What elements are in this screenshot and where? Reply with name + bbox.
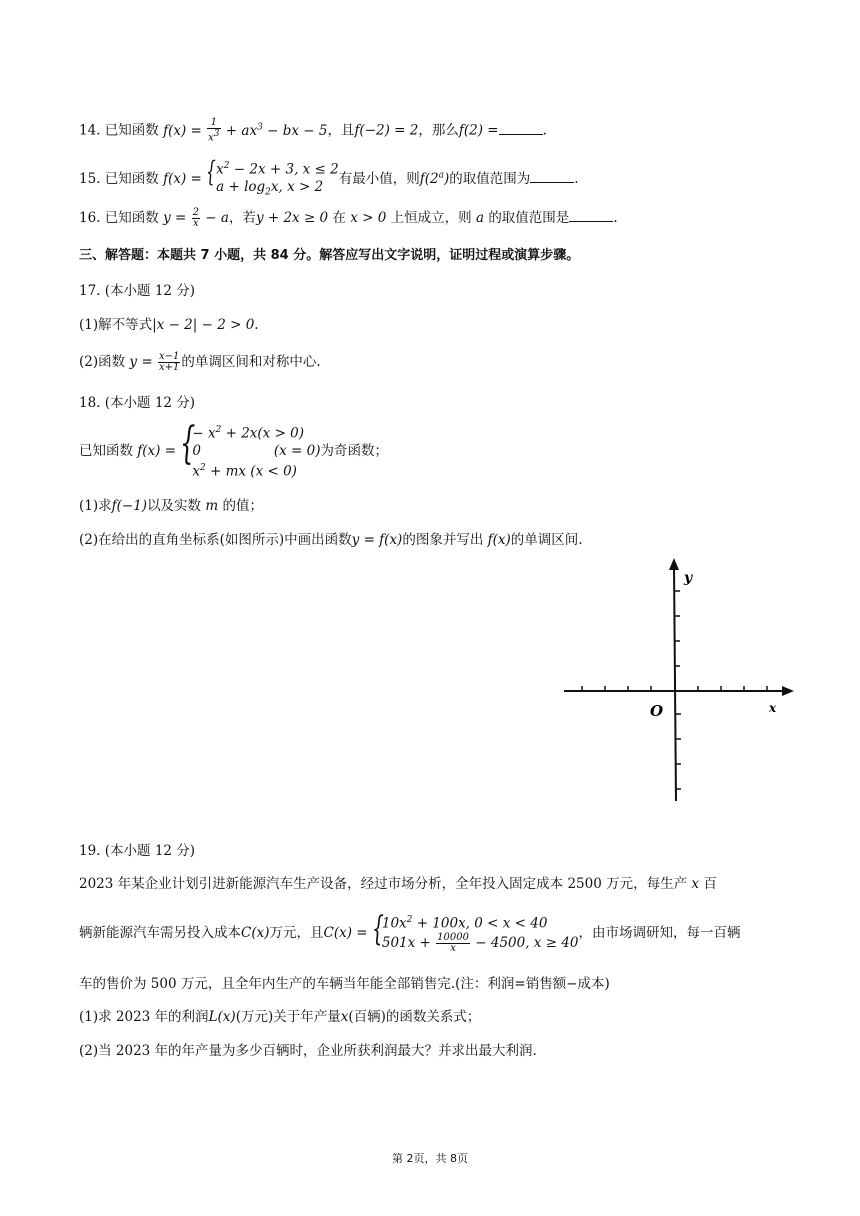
question-number: 16. [79,210,101,226]
question-14: 14. 已知函数 f(x) = $\frac{1}{x^3}$ + $ax^3$ − bx − 5，且f(−2) = 2，那么f(2) = . [79,117,547,144]
question-16: 16. 已知函数 y = $\frac{2}{x}$ − a，若y + 2x ≥ 0 在 x > 0 上恒成立，则 a 的取值范围是 . [79,207,618,229]
x-axis-arrow [782,686,794,696]
piecewise-function: { $x^2 - 2x + 3$, x ≤ 2 $a + \log_2x$, x > 2 [206,155,339,198]
question-18-intro: 已知函数 f(x) = { − $x^2 + 2x(x > 0)$ 0 (x = 0)为奇函数； $x^2$ + mx (x < 0) [79,418,389,479]
y-axis-arrow [669,558,679,570]
question-19-line-3: 车的售价为 500 万元，且全年内生产的车辆当年能全部销售完.(注：利润=销售额−成本) [79,976,610,992]
question-17-header: 17. (本小题 12 分) [79,283,196,299]
answer-blank [530,170,574,183]
coordinate-axes-figure [560,556,800,806]
question-number: 14. [79,122,101,139]
question-17-part-1: (1)解不等式|x − 2| − 2 > 0. [79,317,259,333]
question-text: 已知函数 [104,122,159,139]
math-expression: f(x) = $\frac{1}{x^3}$ + $ax^3$ − bx − 5 [163,117,328,144]
answer-blank [499,122,543,135]
page-footer: 第 2页，共 8页 [392,1152,468,1165]
question-19-line-1: 2023 年某企业计划引进新能源汽车生产设备，经过市场分析，全年投入固定成本 2500 万元，每生产 x 百 [79,876,717,892]
piecewise-function: { $10x^2 + 100x$, 0 < x < 40 501x + $\frac{10000}{x}$ − 4500, x ≥ 40 [371,909,579,954]
question-18-part-2: (2)在给出的直角坐标系(如图所示)中画出函数y = f(x)的图象并写出 f(x)的单调区间. [79,532,583,548]
question-number: 15. [79,171,101,188]
x-axis-label: x [769,701,777,715]
question-15: 15. 已知函数 f(x) = { $x^2 - 2x + 3$, x ≤ 2 $a + \log_2x$, x > 2 有最小值，则f(2$^a$)的取值范围为 . [79,158,579,201]
question-19-part-1: (1)求 2023 年的利润L(x)(万元)关于年产量x(百辆)的函数关系式； [79,1009,481,1025]
question-17-part-2: (2)函数 y = $\frac{x-1}{x+1}$ 的单调区间和对称中心. [79,351,321,373]
question-18-part-1: (1)求f(−1)以及实数 m 的值； [79,498,263,514]
piecewise-function: { − $x^2 + 2x(x > 0)$ 0 (x = 0)为奇函数； $x^2$ + mx (x < 0) [180,418,389,479]
question-18-header: 18. (本小题 12 分) [79,395,196,411]
y-axis-label: y [684,570,693,586]
section-heading: 三、解答题：本题共 7 小题，共 84 分。解答应写出文字说明，证明过程或演算步骤。 [79,248,580,263]
y-axis [674,566,676,801]
question-19-part-2: (2)当 2023 年的年产量为多少百辆时，企业所获利润最大？并求出最大利润. [79,1043,537,1059]
question-19-line-2: 辆新能源汽车需另投入成本C(x)万元，且C(x) = { $10x^2 + 100x$, 0 < x < 40 501x + $\frac{10000}{x}$ − 4500, x ≥ 40 ，由市场调研知，每一百辆 [79,909,741,954]
answer-blank [569,209,613,222]
question-19-header: 19. (本小题 12 分) [79,843,196,859]
origin-label: O [650,702,664,720]
